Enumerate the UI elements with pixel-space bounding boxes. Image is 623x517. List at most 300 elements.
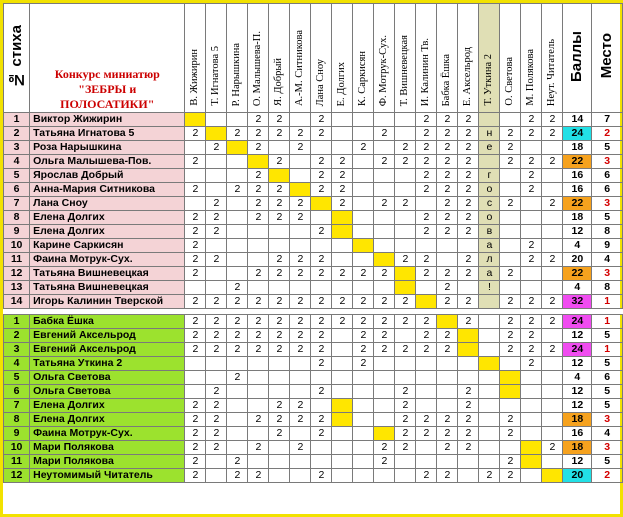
score-cell: 2 [479, 469, 500, 483]
score-cell [353, 127, 374, 141]
score-cell [227, 427, 248, 441]
score-cell [332, 113, 353, 127]
score-cell: 2 [374, 343, 395, 357]
poem-row [4, 169, 623, 183]
score-cell: 2 [500, 329, 521, 343]
author-name: Ольга Малышева-Пов. [30, 155, 185, 169]
judge-header [479, 4, 500, 113]
points-cell: 24 [563, 127, 592, 141]
score-cell [500, 385, 521, 399]
score-cell: 2 [416, 127, 437, 141]
score-cell [479, 113, 500, 127]
poem-row [4, 329, 623, 343]
score-cell [395, 239, 416, 253]
score-cell: 2 [353, 357, 374, 371]
poem-number: 8 [4, 413, 30, 427]
score-cell [458, 455, 479, 469]
score-cell [458, 371, 479, 385]
score-cell: 2 [206, 141, 227, 155]
score-cell [437, 239, 458, 253]
poem-row [4, 155, 623, 169]
judge-header [206, 4, 227, 113]
score-cell [542, 183, 563, 197]
score-cell: 2 [353, 141, 374, 155]
score-cell: 2 [416, 253, 437, 267]
score-cell [227, 441, 248, 455]
score-cell [311, 371, 332, 385]
score-cell [248, 399, 269, 413]
score-cell [500, 225, 521, 239]
points-cell: 18 [563, 413, 592, 427]
score-cell [269, 455, 290, 469]
poem-row [4, 267, 623, 281]
judge-name: О. Малышева-П. [252, 30, 264, 106]
score-cell: 2 [185, 399, 206, 413]
score-cell: 2 [248, 315, 269, 329]
poem-number: 5 [4, 169, 30, 183]
points-cell: 4 [563, 281, 592, 295]
score-cell [416, 455, 437, 469]
poem-number: 7 [4, 197, 30, 211]
score-cell: 2 [311, 315, 332, 329]
score-cell: 2 [437, 113, 458, 127]
score-cell [479, 413, 500, 427]
place-cell: 1 [592, 343, 623, 357]
score-cell: 2 [500, 267, 521, 281]
score-cell [290, 371, 311, 385]
judge-header [185, 4, 206, 113]
judge-header [248, 4, 269, 113]
score-cell [332, 427, 353, 441]
score-cell [290, 281, 311, 295]
score-cell [458, 239, 479, 253]
score-cell [374, 253, 395, 267]
judge-header [542, 4, 563, 113]
score-cell [500, 441, 521, 455]
score-cell [248, 253, 269, 267]
score-cell: 2 [437, 343, 458, 357]
score-cell: 2 [437, 169, 458, 183]
judge-header [227, 4, 248, 113]
score-cell [227, 225, 248, 239]
poem-row [4, 455, 623, 469]
author-name: Фаина Мотрук-Сух. [30, 427, 185, 441]
score-cell: 2 [500, 455, 521, 469]
score-cell: 2 [206, 343, 227, 357]
score-cell [290, 455, 311, 469]
score-cell [290, 357, 311, 371]
score-cell [437, 315, 458, 329]
score-cell [290, 225, 311, 239]
score-cell [374, 183, 395, 197]
score-cell: 2 [206, 225, 227, 239]
score-cell [227, 399, 248, 413]
score-cell: 2 [458, 183, 479, 197]
score-cell: 2 [290, 399, 311, 413]
score-cell [479, 155, 500, 169]
score-cell: 2 [185, 343, 206, 357]
score-cell: 2 [416, 469, 437, 483]
score-cell [437, 399, 458, 413]
score-cell [311, 399, 332, 413]
score-cell: 2 [206, 427, 227, 441]
judge-name: И. Калинин Тв. [420, 37, 432, 106]
score-cell: 2 [269, 155, 290, 169]
score-cell: 2 [206, 253, 227, 267]
author-name: Роза Нарышкина [30, 141, 185, 155]
points-cell: 32 [563, 295, 592, 309]
score-cell [542, 455, 563, 469]
score-cell [332, 225, 353, 239]
points-column-label: Баллы [568, 30, 586, 82]
score-cell: 2 [248, 295, 269, 309]
points-cell: 18 [563, 141, 592, 155]
score-cell [332, 329, 353, 343]
score-cell: 2 [374, 127, 395, 141]
score-cell [290, 427, 311, 441]
poem-row [4, 399, 623, 413]
score-cell: 2 [311, 183, 332, 197]
score-cell [185, 371, 206, 385]
score-cell: 2 [416, 427, 437, 441]
score-cell [206, 113, 227, 127]
score-cell: 2 [185, 295, 206, 309]
score-cell: 2 [374, 155, 395, 169]
score-cell [248, 385, 269, 399]
score-cell: 2 [185, 315, 206, 329]
score-cell [185, 385, 206, 399]
author-name: Татьяна Уткина 2 [30, 357, 185, 371]
score-cell: 2 [500, 469, 521, 483]
place-cell: 3 [592, 441, 623, 455]
score-cell: 2 [458, 141, 479, 155]
score-cell [290, 113, 311, 127]
score-cell: 2 [248, 127, 269, 141]
score-cell: 2 [248, 113, 269, 127]
score-cell [206, 281, 227, 295]
place-cell: 9 [592, 239, 623, 253]
score-cell [269, 357, 290, 371]
score-cell: 2 [248, 343, 269, 357]
score-cell [353, 155, 374, 169]
score-cell: 2 [437, 225, 458, 239]
score-cell: 2 [311, 253, 332, 267]
score-cell: 2 [311, 169, 332, 183]
score-cell: 2 [374, 315, 395, 329]
score-cell [248, 427, 269, 441]
score-cell: 2 [542, 127, 563, 141]
score-cell: 2 [269, 427, 290, 441]
score-cell: г [479, 169, 500, 183]
poem-row [4, 295, 623, 309]
score-cell [479, 399, 500, 413]
judge-header [311, 4, 332, 113]
score-cell: 2 [269, 413, 290, 427]
score-cell: 2 [290, 413, 311, 427]
score-cell: 2 [248, 329, 269, 343]
score-cell: 2 [269, 295, 290, 309]
score-cell: 2 [374, 197, 395, 211]
score-cell: 2 [311, 357, 332, 371]
score-cell [416, 399, 437, 413]
poem-row [4, 343, 623, 357]
score-cell: о [479, 183, 500, 197]
poem-row [4, 141, 623, 155]
judge-name: О. Светова [504, 57, 516, 106]
score-cell: 2 [416, 169, 437, 183]
score-cell [332, 239, 353, 253]
author-name: Бабка Ёшка [30, 315, 185, 329]
place-cell: 5 [592, 399, 623, 413]
score-cell [395, 281, 416, 295]
place-cell: 8 [592, 281, 623, 295]
score-cell: 2 [185, 469, 206, 483]
score-cell: 2 [290, 197, 311, 211]
score-cell [521, 413, 542, 427]
score-cell [542, 239, 563, 253]
score-cell [227, 155, 248, 169]
score-cell: 2 [248, 183, 269, 197]
score-cell [353, 169, 374, 183]
score-cell [269, 169, 290, 183]
score-cell: 2 [458, 427, 479, 441]
score-cell [521, 197, 542, 211]
author-name: Мари Полякова [30, 441, 185, 455]
score-cell: 2 [395, 399, 416, 413]
poem-row [4, 315, 623, 329]
points-cell: 4 [563, 371, 592, 385]
score-cell [206, 267, 227, 281]
score-cell: 2 [185, 211, 206, 225]
score-cell [311, 455, 332, 469]
score-cell: е [479, 141, 500, 155]
place-cell: 3 [592, 413, 623, 427]
score-cell [290, 469, 311, 483]
score-cell [416, 197, 437, 211]
poem-number: 1 [4, 113, 30, 127]
score-cell [500, 211, 521, 225]
place-cell: 2 [592, 127, 623, 141]
score-cell: 2 [311, 427, 332, 441]
score-cell: 2 [206, 295, 227, 309]
score-cell: 2 [185, 127, 206, 141]
author-name: Анна-Мария Ситникова [30, 183, 185, 197]
score-cell [374, 113, 395, 127]
points-cell: 12 [563, 455, 592, 469]
score-cell: 2 [437, 329, 458, 343]
score-cell: 2 [374, 295, 395, 309]
author-name: Елена Долгих [30, 413, 185, 427]
judge-header [269, 4, 290, 113]
score-cell [500, 357, 521, 371]
score-cell: 2 [437, 183, 458, 197]
score-cell [332, 127, 353, 141]
score-cell: 2 [269, 315, 290, 329]
author-name: Татьяна Игнатова 5 [30, 127, 185, 141]
score-cell [479, 329, 500, 343]
score-cell [374, 211, 395, 225]
judge-name: Р. Нарышкина [231, 42, 243, 106]
score-cell: 2 [290, 211, 311, 225]
score-cell: 2 [521, 329, 542, 343]
judge-header [500, 4, 521, 113]
score-cell: 2 [542, 441, 563, 455]
judge-name: М. Полякова [525, 49, 537, 106]
score-cell [206, 183, 227, 197]
score-cell [500, 169, 521, 183]
score-cell: 2 [311, 225, 332, 239]
score-cell [542, 225, 563, 239]
poem-row [4, 281, 623, 295]
score-cell [353, 113, 374, 127]
score-cell [332, 441, 353, 455]
score-cell [416, 295, 437, 309]
score-cell [206, 169, 227, 183]
score-cell [332, 253, 353, 267]
place-cell: 3 [592, 197, 623, 211]
score-cell [185, 141, 206, 155]
score-cell [500, 399, 521, 413]
score-cell [374, 281, 395, 295]
score-cell: 2 [458, 267, 479, 281]
place-cell: 5 [592, 357, 623, 371]
score-cell [521, 371, 542, 385]
score-cell: с [479, 197, 500, 211]
poem-row [4, 211, 623, 225]
score-cell: 2 [269, 343, 290, 357]
score-cell [311, 211, 332, 225]
place-cell: 6 [592, 183, 623, 197]
place-cell: 3 [592, 267, 623, 281]
poem-number: 11 [4, 253, 30, 267]
score-cell [353, 239, 374, 253]
score-cell [311, 141, 332, 155]
score-cell [353, 427, 374, 441]
number-column-label: № стиха [7, 24, 25, 88]
score-cell [479, 427, 500, 441]
score-cell: 2 [227, 469, 248, 483]
score-cell: 2 [500, 197, 521, 211]
score-cell: 2 [248, 197, 269, 211]
score-cell: 2 [437, 197, 458, 211]
score-cell: 2 [290, 253, 311, 267]
score-cell [332, 281, 353, 295]
score-cell: 2 [374, 329, 395, 343]
place-cell: 5 [592, 385, 623, 399]
score-cell: 2 [416, 183, 437, 197]
score-cell [227, 169, 248, 183]
poem-number: 12 [4, 469, 30, 483]
poem-row [4, 469, 623, 483]
score-cell [248, 155, 269, 169]
place-cell: 8 [592, 225, 623, 239]
score-cell: 2 [542, 197, 563, 211]
score-cell [416, 281, 437, 295]
score-cell [206, 239, 227, 253]
score-cell: 2 [521, 183, 542, 197]
score-cell [227, 239, 248, 253]
score-cell: 2 [395, 385, 416, 399]
author-name: Евгений Аксельрод [30, 329, 185, 343]
poem-row [4, 413, 623, 427]
score-cell [437, 371, 458, 385]
judge-header [437, 4, 458, 113]
score-cell [353, 183, 374, 197]
score-cell: 2 [458, 225, 479, 239]
points-cell: 24 [563, 315, 592, 329]
score-cell [395, 267, 416, 281]
score-cell: 2 [395, 141, 416, 155]
score-cell: 2 [290, 141, 311, 155]
score-cell [332, 399, 353, 413]
score-cell: 2 [185, 253, 206, 267]
number-column-header [4, 4, 30, 113]
score-cell: 2 [290, 329, 311, 343]
score-cell [500, 371, 521, 385]
score-cell [185, 357, 206, 371]
score-cell: 2 [458, 399, 479, 413]
score-cell [353, 225, 374, 239]
points-cell: 22 [563, 197, 592, 211]
score-cell: 2 [458, 155, 479, 169]
score-cell: а [479, 239, 500, 253]
author-name: Ольга Светова [30, 371, 185, 385]
poem-number: 10 [4, 441, 30, 455]
score-cell [458, 281, 479, 295]
score-cell [311, 281, 332, 295]
score-cell [332, 455, 353, 469]
judge-name: Неут. Читатель [546, 38, 558, 106]
score-cell [248, 225, 269, 239]
score-cell [353, 413, 374, 427]
score-cell: 2 [521, 113, 542, 127]
score-cell: 2 [395, 253, 416, 267]
score-cell [206, 469, 227, 483]
score-cell [479, 343, 500, 357]
score-cell: л [479, 253, 500, 267]
score-cell: 2 [185, 441, 206, 455]
score-cell [479, 315, 500, 329]
place-cell: 1 [592, 315, 623, 329]
score-cell [332, 141, 353, 155]
points-cell: 16 [563, 427, 592, 441]
score-cell [521, 455, 542, 469]
score-cell: 2 [521, 315, 542, 329]
poem-number: 9 [4, 225, 30, 239]
score-cell [332, 413, 353, 427]
score-cell: 2 [227, 183, 248, 197]
points-column-header [563, 4, 592, 113]
score-cell [269, 141, 290, 155]
score-cell: 2 [311, 385, 332, 399]
score-cell [521, 225, 542, 239]
judge-name: Бабка Ёшка [441, 53, 453, 106]
score-cell [542, 267, 563, 281]
points-cell: 22 [563, 155, 592, 169]
score-cell: 2 [311, 469, 332, 483]
poem-number: 2 [4, 127, 30, 141]
score-cell [290, 155, 311, 169]
score-cell: 2 [458, 315, 479, 329]
score-cell: о [479, 211, 500, 225]
score-cell: 2 [395, 155, 416, 169]
points-cell: 16 [563, 183, 592, 197]
score-cell [395, 211, 416, 225]
author-name: Игорь Калинин Тверской [30, 295, 185, 309]
score-cell: 2 [311, 413, 332, 427]
score-cell: 2 [521, 239, 542, 253]
score-cell: 2 [542, 253, 563, 267]
